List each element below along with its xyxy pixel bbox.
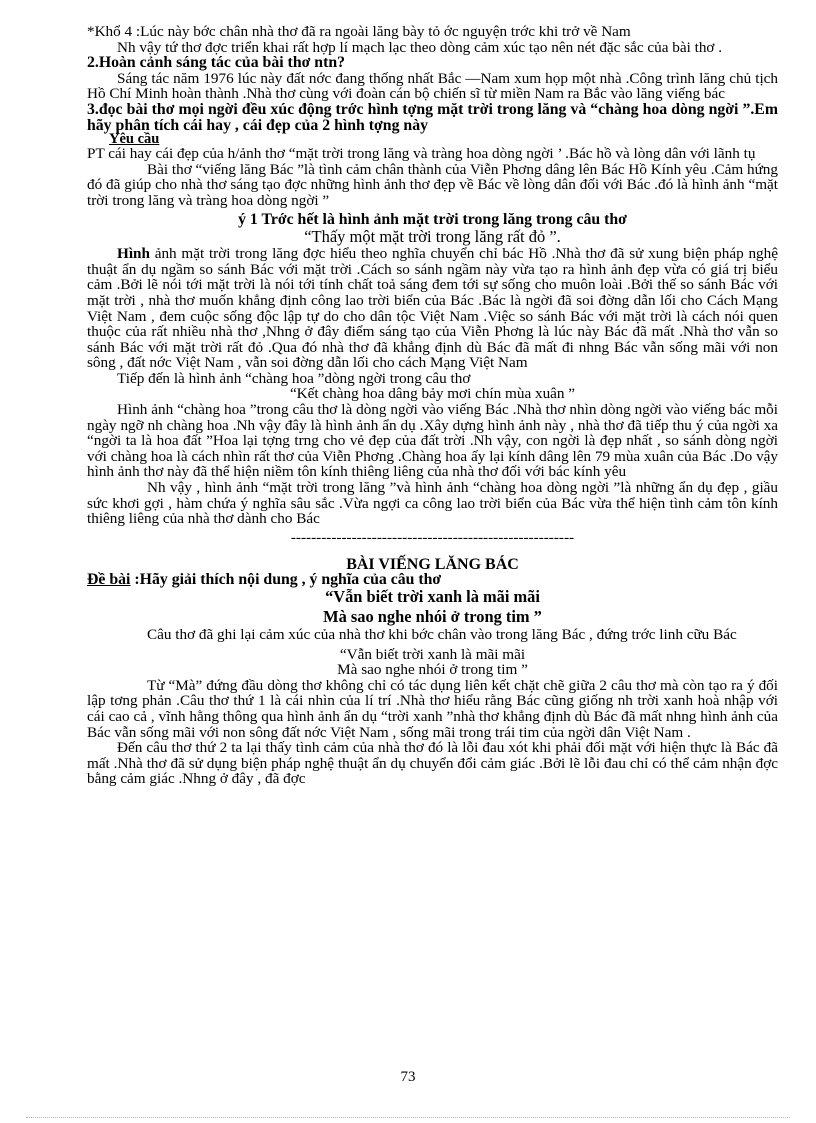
paragraph-hinh-anh-chang-hoa: Hình ảnh “chàng hoa ”trong câu thơ là dòng ngời vào viếng Bác .Nhà thơ nhìn dòng ngời vào viếng bác mỗi ngày ngỡ nh chàng hoa .Nh vậy đây là hình ảnh ẩn dụ .Xây dựng hình ảnh này , nhà thơ đã tiếp thu ý của ngời xa “ngời ta là hoa đất ”Hoa lại tợng trng cho vẻ đẹp của đất trời .Nh vậy, con ngời là đẹp nhất , so sánh dòng ngời với chàng hoa là cách nhìn rất thơ của Viễn Phơng .Chàng hoa ấy lại kính dâng lên 79 mùa xuân của Bác .Do vậy hình ảnh thơ này đã thể hiện niềm tôn kính thiêng liêng của nhà thơ đối với bác kính yêu: [87, 401, 778, 481]
separator-line: --------------------------------------------------------: [290, 528, 575, 546]
lead-word: Hình: [117, 245, 150, 263]
quote-line-2: Mà sao nghe nhói ở trong tim ”: [337, 661, 528, 679]
paragraph-cau-tho-thu-2: Đến câu thơ thứ 2 ta lại thấy tình cảm của nhà thơ đó là lỗi đau xót khi phải đối mặt với hiện thực là Bác đã mất .Nhà thơ đã sử dụng biện pháp nghệ thuật ẩn dụ chuyển đổi cảm giác .Bởi lẽ lỗi đau chỉ có thể cảm nhận đợc bằng cảm giác .Nhng ở đây , đã đợc: [87, 739, 778, 788]
quote-mat-troi: “Thấy một mặt trời trong lăng rất đỏ ”.: [304, 227, 561, 247]
assignment-prompt: Đề bài :Hãy giải thích nội dung , ý nghĩa của câu thơ: [87, 571, 442, 588]
heading-question-2: 2.Hoàn cảnh sáng tác của bài thơ ntn?: [87, 54, 346, 72]
paragraph-kho-4: *Khổ 4 :Lúc này bớc chân nhà thơ đã ra ngoài lăng bày tỏ ớc nguyện trớc khi trở về Nam: [87, 23, 631, 40]
bold-quote-line-1: “Vẫn biết trời xanh là mãi mãi: [325, 587, 540, 606]
paragraph-pt: PT cái hay cái đẹp của h/ảnh thơ “mặt trời trong lăng và tràng hoa dòng ngời ’ .Bác hồ và lòng dân với lãnh tụ: [87, 145, 756, 163]
page-bottom-rule: [26, 1117, 790, 1118]
paragraph-hinh-anh-mat-troi: Hình ảnh mặt trời trong lăng đợc hiểu theo nghĩa chuyển chỉ bác Hồ .Nhà thơ đã sử xung biện pháp nghệ thuật ẩn dụ ngầm so sánh Bác với mặt trời .Cách so sánh ngầm này vừa tạo ra hình ảnh đẹp vừa có giá trị biểu cảm .Bởi lẽ nói tới mặt trời là nói tới tính chất toả sáng đem tới sự sống cho muôn loài .Bởi thế so sánh Bác với mặt trời , nhà thơ muốn khẳng định công lao trời biển của Bác .Bác là ngời đã soi đờng dẫn lối cho Cách Mạng Việt Nam , đem cuộc sống độc lập tự do cho dân tộc Việt Nam .Việc so sánh Bác với mặt trời là cách nói quen thuộc của rất nhiều nhà thơ ,Nhng ở đây điểm sáng tạo của Viễn Phơng là lúc này Bác đã mất .Nhà thơ vẫn so sánh Bác với mặt trời rất đỏ .Qua đó nhà thơ đã khẳng định dù Bác đã mất đi nhng Bác vẫn sống mãi với non sông , đất nớc Việt Nam , vẫn soi đờng dẫn lối cho cách Mạng Việt Nam: [87, 245, 778, 372]
document-body: [87, 24, 778, 787]
quote-line-1: “Vẫn biết trời xanh là mãi mãi: [339, 645, 526, 663]
page-number: 73: [400, 1069, 416, 1085]
paragraph-cau-tho: Câu thơ đã ghi lại cảm xúc của nhà thơ khi bớc chân vào trong lăng Bác , đứng trớc linh cữu Bác: [147, 626, 737, 643]
heading-y1: ý 1 Trớc hết là hình ảnh mặt trời trong lăng trong câu thơ: [238, 210, 627, 228]
paragraph-nhu-vay: Nh vậy , hình ảnh “mặt trời trong lăng ”và hình ảnh “chàng hoa dòng ngời ”là những ẩn dụ đẹp , giầu sức khơi gợi , hàm chứa ý nghĩa sâu sắc .Vừa ngợi ca công lao trời biển của Bác vừa thể hiện tình cảm tôn kính thiêng liêng của nhà thơ dành cho Bác: [87, 479, 778, 528]
requirement-label: Yêu cầu: [109, 131, 160, 148]
heading-question-3: 3.đọc bài thơ mọi ngời đều xúc động trớc hình tợng mặt trời trong lăng và “chàng hoa dòng ngời ”.Em hãy phân tích cái hay , cái đẹp của 2 hình tợng này: [87, 100, 778, 134]
paragraph-tu-tho: Nh vậy tứ thơ đợc triển khai rất hợp lí mạch lạc theo dòng cảm xúc tạo nên nét đặc sắc của bài thơ .: [117, 38, 723, 56]
paragraph-tu-ma: Từ “Mà” đứng đầu dòng thơ không chỉ có tác dụng liên kết chặt chẽ giữa 2 câu thơ mà còn tạo ra ý đối lập tơng phản .Câu thơ thứ 1 là cái nhìn của lí trí .Nhà thơ hiểu rằng Bác cũng giống nh trời xanh hoà nhập với cái cao cả , vĩnh hằng thông qua hình ảnh ẩn dụ “trời xanh ”nhà thơ khẳng định dù Bác đã mất nhng hình ảnh của Bác vẫn sống mãi với non sông đất nớc Việt Nam , sống mãi trong trái tim của ngời dân Việt Nam .: [87, 676, 778, 741]
bold-quote-line-2: Mà sao nghe nhói ở trong tim ”: [323, 607, 542, 626]
quote-chang-hoa: “Kết chàng hoa dâng bảy mơi chín mùa xuân ”: [289, 385, 576, 403]
paragraph-hoan-canh: Sáng tác năm 1976 lúc này đất nớc đang thống nhất Bắc —Nam xum họp một nhà .Công trình lăng chủ tịch Hồ Chí Minh hoàn thành .Nhà thơ cùng với đoàn cán bộ chiến sĩ từ miền Nam ra Bắc vào lăng viếng bác: [87, 69, 778, 103]
section-title: BÀI VIẾNG LĂNG BÁC: [346, 556, 519, 574]
paragraph-bai-tho: Bài thơ “viếng lăng Bác ”là tình cảm chân thành của Viễn Phơng dâng lên Bác Hồ Kính yêu .Cảm hứng đó đã giúp cho nhà thơ sáng tạo đợc những hình ảnh thơ đẹp về Bác về lòng dân đối với Bác .đó là hình ảnh “mặt trời trong lăng và tràng hoa dòng ngời ”: [87, 160, 778, 209]
paragraph-tiep-den: Tiếp đến là hình ảnh “chàng hoa ”dòng ngời trong câu thơ: [117, 369, 471, 387]
assignment-label: Đề bài: [87, 571, 131, 588]
